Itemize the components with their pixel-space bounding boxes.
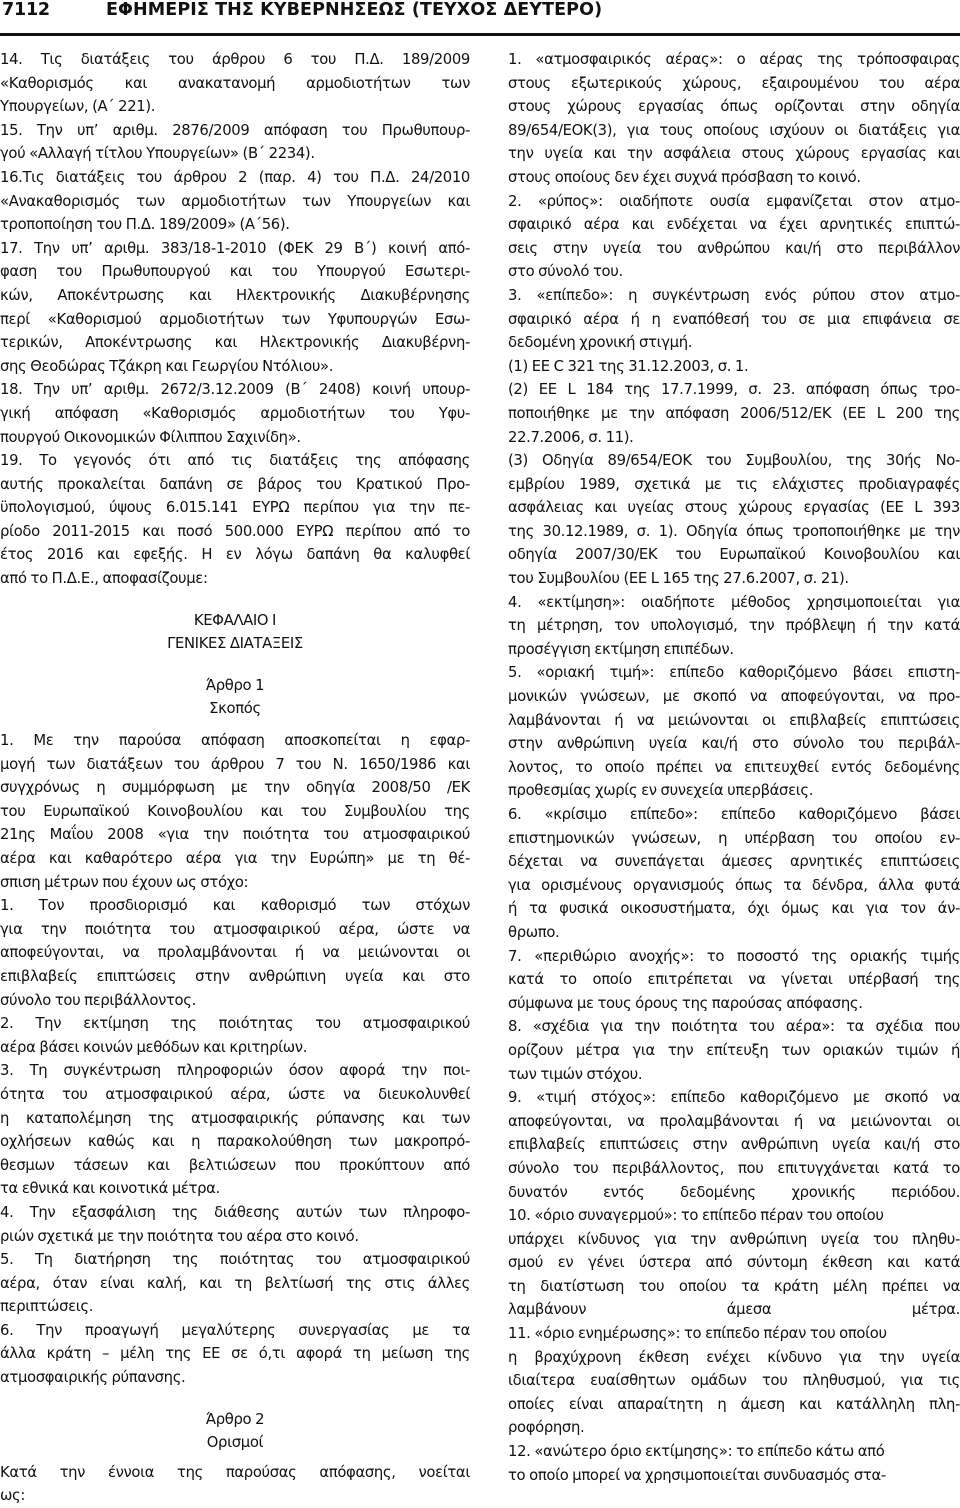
text-line: 9. «τιμή στόχος»: επίπεδο καθοριζόμενο με σκοπό να xyxy=(508,1089,960,1107)
text-line: 15. Την υπ’ αριθμ. 2876/2009 απόφαση του Πρωθυπουρ- xyxy=(0,121,470,139)
text-line: ή τα φυσικά οικοσυστήματα, όχι όμως και για τον άν- xyxy=(508,900,960,918)
text-line: γική απόφαση «Καθορισμός αρμοδιοτήτων του Υφυ- xyxy=(0,404,470,422)
text-line: αέρα βάσει κοινών μεθόδων και κριτηρίων. xyxy=(0,1038,308,1056)
text-line: 7. «περιθώριο ανοχής»: το ποσοστό της οριακής τιμής xyxy=(508,947,960,965)
text-line: θεσμων τάσεων και βελτιώσεων που προκύπτουν από xyxy=(0,1156,470,1174)
text-line: αποφεύγονται, να προλαμβάνονται ή να μειώνονται οι xyxy=(0,944,470,962)
text-line: γού «Αλλαγή τίτλου Υπουργείων» (Β΄ 2234). xyxy=(0,145,315,163)
text-line: για την ποιότητα του ατμοσφαιρικού αέρα, ώστε να xyxy=(0,920,470,938)
text-line: ότητα του ατμοσφαιρικού αέρα, ώστε να διευκολυνθεί xyxy=(0,1085,470,1103)
text-line: (3) Οδηγία 89/654/ΕΟΚ του Συμβουλίου, της 30ής Νο- xyxy=(508,452,960,470)
text-line: 3. Τη συγκέντρωση πληροφοριών όσον αφορά την ποι- xyxy=(0,1062,470,1080)
text-line: έτος 2016 και εφεξής. Η εν λόγω δαπάνη θα καλυφθεί xyxy=(0,546,470,564)
text-line: 14. Τις διατάξεις του άρθρου 6 του Π.Δ. 189/2009 xyxy=(0,51,470,68)
text-line: Υπουργείων, (Α΄ 221). xyxy=(0,98,156,116)
text-line: τη μέτρηση, τον υπολογισμό, την πρόβλεψη ή την κατά xyxy=(508,617,960,635)
text-line: κατά το οποίο επιτρέπεται να γίνεται υπέρβασή της xyxy=(508,971,960,989)
left-column-preamble xyxy=(0,48,470,591)
text-line: 1. «ατμοσφαιρικός αέρας»: ο αέρας της τρόποσφαιρας xyxy=(508,51,960,68)
text-line: για ορισμένους οργανισμούς όπως τα δένδρα, άλλα φυτά xyxy=(508,876,960,894)
text-line: 2. «ρύπος»: οιαδήποτε ουσία εμφανίζεται στον ατμο- xyxy=(508,192,960,210)
left-column xyxy=(0,48,470,1508)
text-line: σύμφωνα με τους όρους της παρούσας απόφασης. xyxy=(508,994,863,1012)
text-line: σπιση μέτρων που έχουν ως στόχο: xyxy=(0,873,249,891)
text-line: οποίες είναι απαραίτητη η άμεση και κατάλληλη πλη- xyxy=(508,1395,960,1413)
text-line: επιβλαβείς επιπτώσεις στην ανθρώπινη υγεία και/ή στο xyxy=(508,1136,960,1154)
text-line: οδηγία 2007/30/ΕΚ του Ευρωπαϊκού Κοινοβουλίου και xyxy=(508,546,960,564)
article-2-title: Ορισμοί xyxy=(206,1434,264,1452)
right-column xyxy=(508,48,960,1487)
page-number: 7112 xyxy=(2,0,50,20)
text-line: 1. Τον προσδιορισμό και καθορισμό των στόχων xyxy=(0,897,470,915)
text-line: 18. Την υπ’ αριθμ. 2672/3.12.2009 (Β΄ 2408) κοινή υπουρ- xyxy=(0,381,470,399)
text-line: Κατά την έννοια της παρούσας απόφασης, νοείται xyxy=(0,1463,470,1481)
text-line: των τιμών στόχου. xyxy=(508,1065,643,1083)
text-line: δυνατόν εντός δεδομένης χρονικής περιόδου. xyxy=(508,1183,960,1201)
text-line: 5. Τη διατήρηση της ποιότητας του ατμοσφαιρικού xyxy=(0,1251,470,1269)
text-line: η βραχύχρονη έκθεση ενέχει κίνδυνο για την υγεία xyxy=(508,1348,960,1366)
text-line: περιπτώσεις. xyxy=(0,1298,94,1316)
text-line: το οποίο μπορεί να χρησιμοποιείται συνδυασμός στα- xyxy=(508,1466,886,1484)
text-line: ρίοδο 2011-2015 και ποσό 500.000 ΕΥΡΩ περίπου από το xyxy=(0,522,470,540)
text-line: ϋπολογισμού, ύψους 6.015.141 ΕΥΡΩ περίπου για την πε- xyxy=(0,499,470,517)
text-line: της 30.12.1989, σ. 1). Οδηγία όπως τροποποιήθηκε με την xyxy=(508,522,960,540)
text-line: άλλα κράτη – μέλη της ΕΕ σε ό,τι αφορά τη μείωση της xyxy=(0,1345,470,1363)
text-line: η καταπολέμηση της ατμοσφαιρικής ρύπανσης και των xyxy=(0,1109,470,1127)
text-line: στους οποίους δεν έχει συχνά πρόσβαση το κοινό. xyxy=(508,168,861,186)
text-line: κών, Αποκέντρωσης και Ηλεκτρονικής Διακυβέρνησης xyxy=(0,286,470,304)
article-2-body xyxy=(0,1461,470,1508)
text-line: ριών σχετικά με την ποιότητα του αέρα στο κοινό. xyxy=(0,1227,359,1245)
text-line: προθεσμίας χωρίς εν συνεχεία υπερβάσεις. xyxy=(508,782,814,800)
header-rule xyxy=(0,33,960,36)
text-line: συγχρόνως η συμμόρφωση με την οδηγία 2008/50 /ΕΚ xyxy=(0,779,470,797)
text-line: στους χώρους εργασίας όπως ορίζονται στην οδηγία xyxy=(508,98,960,116)
page-header xyxy=(0,0,960,30)
text-line: σμού εν γένει ύστερα από σύντομη έκθεση και κατά xyxy=(508,1254,960,1272)
text-line: του Ευρωπαϊκού Κοινοβουλίου και του Συμβουλίου της xyxy=(0,802,470,820)
text-line: εμβρίου 1989, σχετικά με τις ελάχιστες προδιαγραφές xyxy=(508,475,960,493)
text-line: την υγεία και την ασφάλεια στους χώρους εργασίας και xyxy=(508,145,960,163)
text-line: 19. Το γεγονός ότι από τις διατάξεις της απόφασης xyxy=(0,452,470,470)
text-line: στην ανθρώπινη υγεία και/ή στο σύνολο του περιβάλ- xyxy=(508,735,960,753)
text-line: λοντος, το οποίο πρέπει να επιτευχθεί εντός δεδομένης xyxy=(508,758,960,776)
text-line: ποποιήθηκε με την απόφαση 2006/512/ΕΚ (ΕΕ L 200 της xyxy=(508,404,960,422)
text-line: 89/654/ΕΟΚ(3), για τους οποίους ισχύουν οι διατάξεις για xyxy=(508,121,960,139)
text-line: σφαιρικό αέρα ή η εναπόθεσή του σε μια επιφάνεια σε xyxy=(508,310,960,328)
text-line: σφαιρικό αέρα και ενδέχεται να έχει αρνητικές επιπτώ- xyxy=(508,216,960,234)
text-line: 8. «σχέδια για την ποιότητα του αέρα»: τα σχέδια που xyxy=(508,1018,960,1036)
article-2-label: Άρθρο 2 xyxy=(205,1410,265,1428)
text-line: δέχεται να συνεπάγεται άμεσες αρνητικές επιπτώσεις xyxy=(508,853,960,871)
right-column-body xyxy=(508,48,960,1487)
chapter-label: ΚΕΦΑΛΑΙΟ Ι xyxy=(193,611,277,629)
text-line: λαμβάνουν άμεσα μέτρα. xyxy=(508,1301,960,1319)
text-line: στο σύνολό του. xyxy=(508,263,623,281)
text-line: ως: xyxy=(0,1487,26,1505)
text-line: περί «Καθορισμού αρμοδιοτήτων των Υφυπουργών Εσω- xyxy=(0,310,470,328)
text-line: τερικών, Αποκέντρωσης και Ηλεκτρονικής Διακυβέρνη- xyxy=(0,334,470,352)
text-line: μονικών γνώσεων, με σκοπό να αποφεύγονται, να προ- xyxy=(508,688,960,706)
text-line: ιδιαίτερα ευαίσθητων ομάδων του πληθυσμού, για τις xyxy=(508,1372,960,1390)
text-line: 6. «κρίσιμο επίπεδο»: επίπεδο καθοριζόμενο βάσει xyxy=(508,806,960,823)
chapter-title: ΓΕΝΙΚΕΣ ΔΙΑΤΑΞΕΙΣ xyxy=(167,635,303,653)
text-line: μογή των διατάξεων του άρθρου 7 του Ν. 1650/1986 και xyxy=(0,755,470,773)
text-line: σης Θεοδώρας Τζάκρη και Γεωργίου Ντόλιου». xyxy=(0,357,334,375)
text-line: 1. Με την παρούσα απόφαση αποσκοπείται η εφαρ- xyxy=(0,732,470,750)
text-line: ατμοσφαιρικής ρύπανσης. xyxy=(0,1369,186,1387)
text-line: φαση του Πρωθυπουργού και του Υπουργού Εσωτερι- xyxy=(0,263,470,281)
text-line: από το Π.Δ.Ε., αποφασίζουμε: xyxy=(0,570,208,588)
text-line: ασφάλειας και υγείας στους χώρους εργασίας (ΕΕ L 393 xyxy=(508,499,960,517)
text-line: «Ανακαθορισμός των αρμοδιοτήτων των Υπουργείων και xyxy=(0,192,470,210)
article-1-label: Άρθρο 1 xyxy=(205,676,265,694)
text-line: δεδομένη χρονική στιγμή. xyxy=(508,334,693,352)
text-line: θρωπο. xyxy=(508,923,560,941)
text-line: επιβλαβείς επιπτώσεις στην ανθρώπινη υγεία και στο xyxy=(0,967,470,985)
text-line: σύνολο του περιβάλλοντος. xyxy=(0,991,196,1009)
text-line: 4. Την εξασφάλιση της διάθεσης αυτών των πληροφο- xyxy=(0,1203,470,1221)
text-line: 4. «εκτίμηση»: οιαδήποτε μέθοδος χρησιμοποιείται για xyxy=(508,593,960,611)
text-line: ροφόρηση. xyxy=(508,1419,585,1437)
text-line: οχλήσεων καθώς και η παρακολούθηση των μακροπρό- xyxy=(0,1133,470,1151)
text-line: αυτής προκαλείται δαπάνη σε βάρος του Κρατικού Προ- xyxy=(0,475,470,493)
journal-title: ΕΦΗΜΕΡΙΣ ΤΗΣ ΚΥΒΕΡΝΗΣΕΩΣ (ΤΕΥΧΟΣ ΔΕΥΤΕΡΟ) xyxy=(106,0,603,20)
text-line: 10. «όριο συναγερμού»: το επίπεδο πέραν του οποίου xyxy=(508,1207,884,1225)
text-line: (1) ΕΕ C 321 της 31.12.2003, σ. 1. xyxy=(508,357,749,375)
text-line: τα εθνικά και κοινοτικά μέτρα. xyxy=(0,1180,220,1198)
text-line: 17. Την υπ’ αριθμ. 383/18-1-2010 (ΦΕΚ 29 Β΄) κοινή από- xyxy=(0,239,470,257)
text-line: «Καθορισμός και ανακατανομή αρμοδιοτήτων των xyxy=(0,74,470,92)
text-line: 2. Την εκτίμηση της ποιότητας του ατμοσφαιρικού xyxy=(0,1015,470,1033)
text-line: 5. «οριακή τιμή»: επίπεδο καθοριζόμενο βάσει επιστη- xyxy=(508,664,960,682)
text-line: τη διατίστωση του οποίου τα κράτη μέλη πρέπει να xyxy=(508,1277,960,1295)
text-line: αέρα, όταν είναι καλή, και τη βελτίωσή της στις άλλες xyxy=(0,1274,470,1292)
text-line: 22.7.2006, σ. 11). xyxy=(508,428,634,446)
article-1-body xyxy=(0,729,470,1390)
text-line: 6. Την προαγωγή μεγαλύτερης συνεργασίας με τα xyxy=(0,1321,470,1339)
text-line: 3. «επίπεδο»: η συγκέντρωση ενός ρύπου στον ατμο- xyxy=(508,286,960,304)
text-line: (2) ΕΕ L 184 της 17.7.1999, σ. 23. απόφαση όπως τρο- xyxy=(508,381,960,399)
text-line: 11. «όριο ενημέρωσης»: το επίπεδο πέραν του οποίου xyxy=(508,1325,887,1343)
text-line: επιστημονικών γνώσεων, η υπέρβαση του οποίου εν- xyxy=(508,829,960,847)
text-line: στους εξωτερικούς χώρους, εξαιρουμένου του αέρα xyxy=(508,74,960,92)
text-line: τροποποίηση του Π.Δ. 189/2009» (Α΄56). xyxy=(0,216,290,234)
text-line: σεις στην υγεία του ανθρώπου και/ή στο περιβάλλον xyxy=(508,239,960,257)
text-line: 12. «ανώτερο όριο εκτίμησης»: το επίπεδο κάτω από xyxy=(508,1443,885,1461)
text-line: ορίζουν μέτρα για την επίτευξη των οριακών τιμών ή xyxy=(508,1041,960,1059)
text-line: αποφεύγονται, να προλαμβάνονται ή να μειώνονται οι xyxy=(508,1112,960,1130)
text-line: του Συμβουλίου (ΕΕ L 165 της 27.6.2007, σ. 21). xyxy=(508,570,849,588)
text-line: λαμβάνονται ή να μειώνονται οι επιβλαβείς επιπτώσεις xyxy=(508,711,960,729)
text-line: αέρα και καθαρότερο αέρα για την Ευρώπη» με τη θέ- xyxy=(0,850,470,867)
text-line: σύνολο του περιβάλλοντος, που επιτυγχάνεται κατά το xyxy=(508,1159,960,1177)
text-line: υπάρχει κίνδυνος για την ανθρώπινη υγεία του πληθυ- xyxy=(508,1230,960,1248)
text-line: 16.Τις διατάξεις του άρθρου 2 (παρ. 4) του Π.Δ. 24/2010 xyxy=(0,168,470,186)
text-line: 21ης Μαΐου 2008 «για την ποιότητα του ατμοσφαιρικού xyxy=(0,826,470,844)
text-line: πουργού Οικονομικών Φίλιππου Σαχινίδη». xyxy=(0,428,301,446)
article-1-title: Σκοπός xyxy=(209,700,261,718)
text-line: προσέγγιση εκτίμηση επιπέδων. xyxy=(508,640,734,658)
